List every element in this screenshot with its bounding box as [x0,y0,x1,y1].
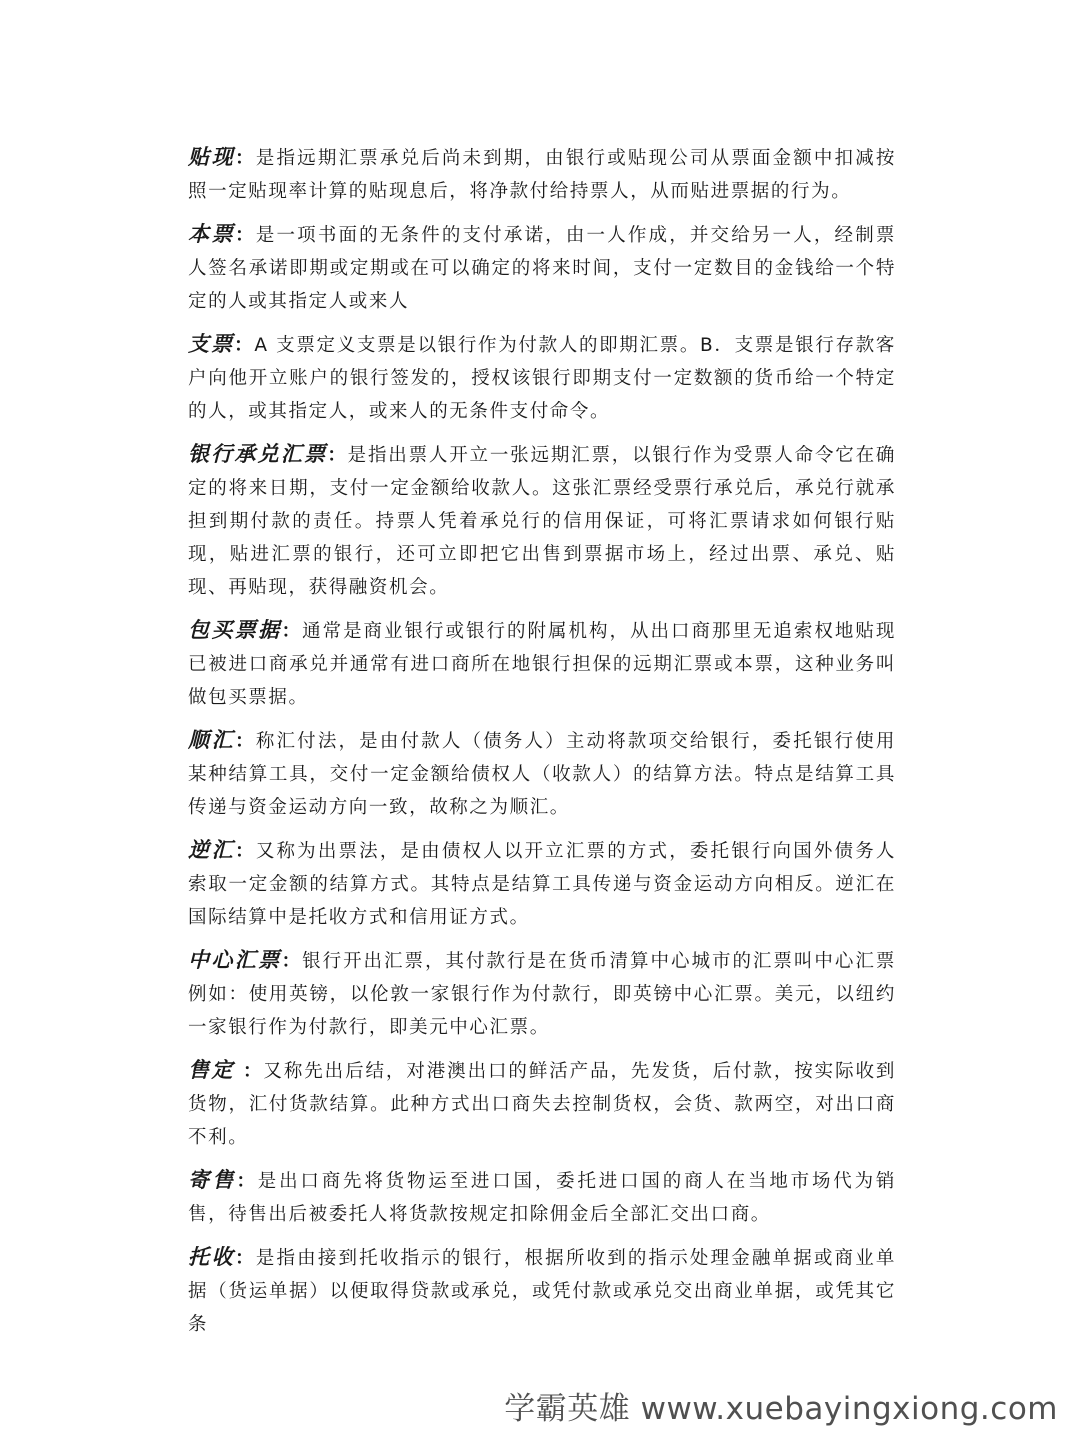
term-heading: 支票 [188,331,235,356]
term-heading: 售定 [188,1057,235,1082]
term-separator: ： [235,1248,256,1269]
entry-collection [188,1240,896,1341]
definition-text: 又称为出票法，是由债权人以开立汇票的方式，委托银行向国外债务人索取一定金额的结算方式。其特点是结算工具传递与资金运动方向相反。逆汇在国际结算中是托收方式和信用证方式。 [188,841,896,928]
term-heading: 包买票据 [188,617,282,642]
term-separator: ： [234,335,255,356]
document-body [188,140,896,1341]
term-separator: ： [235,148,256,169]
term-heading: 贴现 [188,144,236,169]
definition-text: 是指远期汇票承兑后尚未到期，由银行或贴现公司从票面金额中扣减按照一定贴现率计算的贴现息后，将净款付给持票人，从而贴进票据的行为。 [188,148,896,202]
term-separator: ： [235,841,256,862]
term-heading: 银行承兑汇票 [188,441,328,466]
entry-reverse-remittance [188,833,896,934]
term-separator: ： [235,731,256,752]
entry-bank-acceptance-bill [188,437,896,604]
term-separator: ： [281,951,303,972]
definition-text: 是出口商先将货物运至进口国，委托进口国的商人在当地市场代为销售，待售出后被委托人将货款按规定扣除佣金后全部汇交出口商。 [188,1171,896,1225]
entry-promissory-note [188,217,896,318]
term-heading: 托收 [188,1244,236,1269]
term-heading: 顺汇 [188,727,236,752]
entry-consignment [188,1163,896,1231]
entry-discount [188,140,896,208]
entry-outright-sale [188,1053,896,1154]
term-heading: 本票 [188,221,236,246]
definition-text: 又称先出后结，对港澳出口的鲜活产品，先发货，后付款，按实际收到货物，汇付货款结算。此种方式出口商失去控制货权，会货、款两空，对出口商不利。 [188,1061,896,1148]
definition-text: 银行开出汇票，其付款行是在货币清算中心城市的汇票叫中心汇票例如：使用英镑，以伦敦一家银行作为付款行，即英镑中心汇票。美元，以纽约一家银行作为付款行，即美元中心汇票。 [188,951,896,1038]
term-separator: ： [235,225,256,246]
term-heading: 寄售 [188,1167,237,1192]
term-separator: ： [327,445,348,466]
definition-text: 是指出票人开立一张远期汇票，以银行作为受票人命令它在确定的将来日期，支付一定金额给收款人。这张汇票经受票行承兑后，承兑行就承担到期付款的责任。持票人凭着承兑行的信用保证，可将汇票请求如何银行贴现，贴进汇票的银行，还可立即把它出售到票据市场上，经过出票、承兑、贴现、再贴现，获得融资机会。 [188,445,897,598]
term-heading: 中心汇票 [188,947,282,972]
entry-cheque [188,327,896,428]
entry-forfaiting [188,613,896,714]
definition-text: 是指由接到托收指示的银行，根据所收到的指示处理金融单据或商业单据（货运单据）以便取得贷款或承兑，或凭付款或承兑交出商业单据，或凭其它条 [188,1248,896,1335]
entry-remittance [188,723,896,824]
entry-center-draft [188,943,896,1044]
term-separator: ： [236,1171,258,1192]
definition-text: 称汇付法，是由付款人（债务人）主动将款项交给银行，委托银行使用某种结算工具，交付一定金额给债权人（收款人）的结算方法。特点是结算工具传递与资金运动方向一致，故称之为顺汇。 [188,731,896,818]
definition-text: 是一项书面的无条件的支付承诺，由一人作成，并交给另一人，经制票人签名承诺即期或定期或在可以确定的将来时间，支付一定数目的金钱给一个特定的人或其指定人或来人 [188,225,896,312]
term-heading: 逆汇 [188,837,236,862]
term-separator: ： [234,1061,264,1082]
definition-text: 通常是商业银行或银行的附属机构，从出口商那里无追索权地贴现已被进口商承兑并通常有进口商所在地银行担保的远期汇票或本票，这种业务叫做包买票据。 [188,621,896,708]
definition-text: A 支票定义支票是以银行作为付款人的即期汇票。B．支票是银行存款客户向他开立账户的银行签发的，授权该银行即期支付一定数额的货币给一个特定的人，或其指定人，或来人的无条件支付命令。 [188,335,896,422]
term-separator: ： [281,621,303,642]
site-watermark: 学霸英雄 www.xuebayingxiong.com [504,1391,1058,1427]
